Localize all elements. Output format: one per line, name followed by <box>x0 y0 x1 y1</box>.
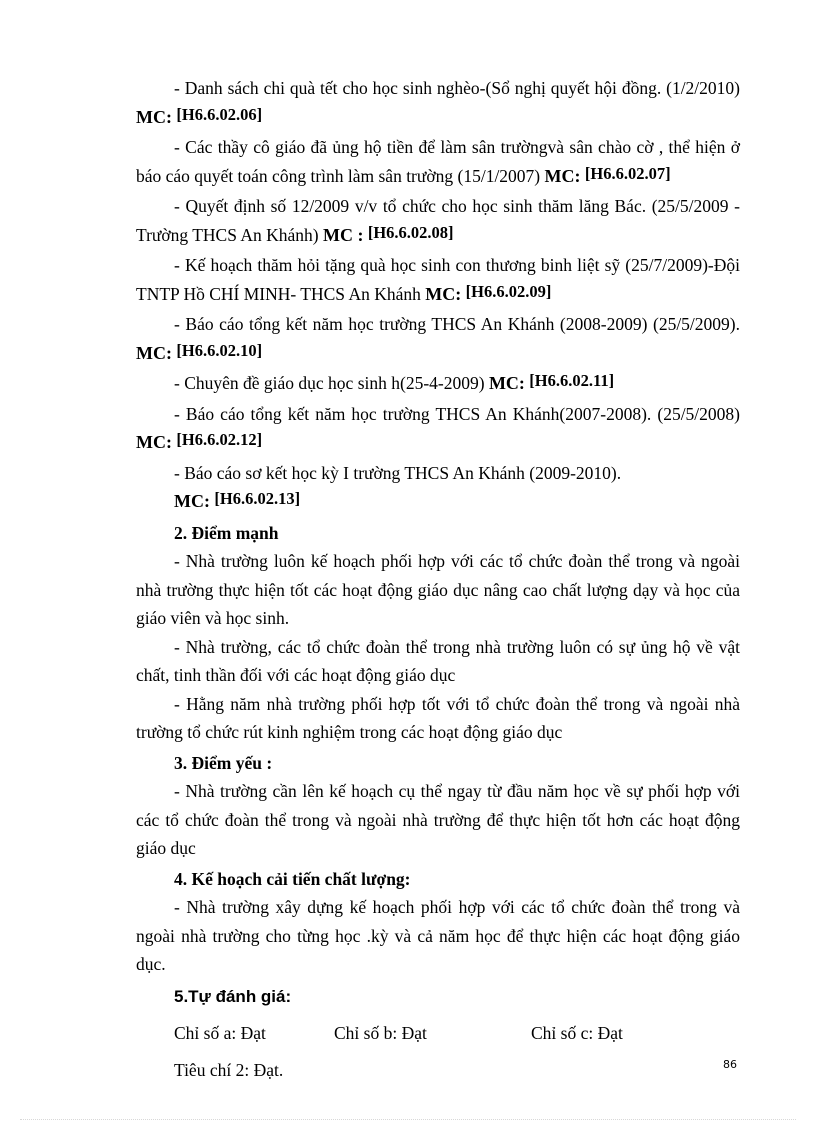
mc-label: MC: <box>136 342 172 363</box>
mc-label: MC: <box>425 283 462 304</box>
evidence-item: - Kế hoạch thăm hỏi tặng quà học sinh con thương binh liệt sỹ (25/7/2009)-Đội TNTP Hồ CHÍ MINH- THCS An Khánh MC: [H6.6.02.09] <box>136 255 740 304</box>
score-row <box>136 1019 740 1048</box>
evidence-code: [H6.6.02.06] <box>176 104 263 124</box>
evidence-code: [H6.6.02.10] <box>176 340 263 360</box>
page-content <box>136 74 740 1084</box>
evidence-mc-line <box>136 487 740 517</box>
score-b: Chỉ số b: Đạt <box>334 1023 427 1043</box>
page-bottom-divider <box>20 1119 796 1120</box>
heading-weaknesses: 3. Điểm yếu : <box>174 752 273 773</box>
weakness-item: - Nhà trường cần lên kế hoạch cụ thể ngay từ đầu năm học về sự phối hợp với các tổ chức đoàn thể trong và ngoài nhà trường để thực hiện tốt hơn các hoạt động giáo dục <box>136 781 740 858</box>
mc-label: MC : <box>322 224 364 245</box>
strength-item: - Hằng năm nhà trường phối hợp tốt với tổ chức đoàn thể trong và ngoài nhà trường tổ chức rút kinh nghiệm trong các hoạt động giáo dục <box>136 693 740 742</box>
evidence-code: [H6.6.02.07] <box>584 163 671 183</box>
score-a: Chỉ số a: Đạt <box>174 1023 266 1043</box>
page-number: 86 <box>723 1058 737 1071</box>
evidence-item: - Quyết định số 12/2009 v/v tổ chức cho học sinh thăm lăng Bác. (25/5/2009 - Trường THCS An Khánh) MC : [H6.6.02.08] <box>136 196 740 245</box>
evidence-code: [H6.6.02.08] <box>367 222 454 242</box>
mc-label: MC: <box>174 491 210 511</box>
evidence-item: - Danh sách chi quà tết cho học sinh nghèo-(Sổ nghị quyết hội đồng. (1/2/2010) MC: [H6.6.02.06] <box>136 78 740 127</box>
strength-item: - Nhà trường, các tổ chức đoàn thể trong nhà trường luôn có sự ủng hộ về vật chất, tinh thần đối với các hoạt động giáo dục <box>136 636 740 685</box>
heading-improvement: 4. Kế hoạch cải tiến chất lượng: <box>174 868 411 889</box>
evidence-item: - Báo cáo sơ kết học kỳ I trường THCS An Khánh (2009-2010). <box>174 462 622 483</box>
improvement-item: - Nhà trường xây dựng kế hoạch phối hợp với các tổ chức đoàn thể trong và ngoài nhà trường cho từng học .kỳ và cả năm học để thực hiện các hoạt động giáo dục. <box>136 897 740 974</box>
heading-self-assessment: 5.Tự đánh giá: <box>174 986 292 1006</box>
evidence-item: - Các thầy cô giáo đã ủng hộ tiền để làm sân trườngvà sân chào cờ , thể hiện ở báo cáo quyết toán công trình làm sân trường (15/1/2007) MC: [H6.6.02.07] <box>136 137 740 186</box>
evidence-item: - Chuyên đề giáo dục học sinh h(25-4-2009) MC: [H6.6.02.11] <box>174 371 615 393</box>
mc-label: MC: <box>544 165 581 186</box>
mc-label: MC: <box>488 373 525 393</box>
strength-item: - Nhà trường luôn kế hoạch phối hợp với các tổ chức đoàn thể trong và ngoài nhà trường thực hiện tốt các hoạt động giáo dục nâng cao chất lượng dạy và học của giáo viên và học sinh. <box>136 551 740 628</box>
mc-label: MC: <box>136 432 172 452</box>
evidence-code: [H6.6.02.13] <box>214 489 301 508</box>
evidence-item: - Báo cáo tổng kết năm học trường THCS An Khánh(2007-2008). (25/5/2008) MC: [H6.6.02.12] <box>136 403 740 452</box>
score-c: Chỉ số c: Đạt <box>531 1023 623 1043</box>
criterion-result: Tiêu chí 2: Đạt. <box>174 1059 284 1080</box>
heading-strengths: 2. Điểm mạnh <box>174 522 279 543</box>
evidence-item: - Báo cáo tổng kết năm học trường THCS An Khánh (2008-2009) (25/5/2009). MC: [H6.6.02.10] <box>136 314 740 363</box>
evidence-code: [H6.6.02.12] <box>176 430 263 449</box>
evidence-code: [H6.6.02.11] <box>529 371 615 390</box>
evidence-code: [H6.6.02.09] <box>465 281 552 301</box>
mc-label: MC: <box>136 106 172 127</box>
